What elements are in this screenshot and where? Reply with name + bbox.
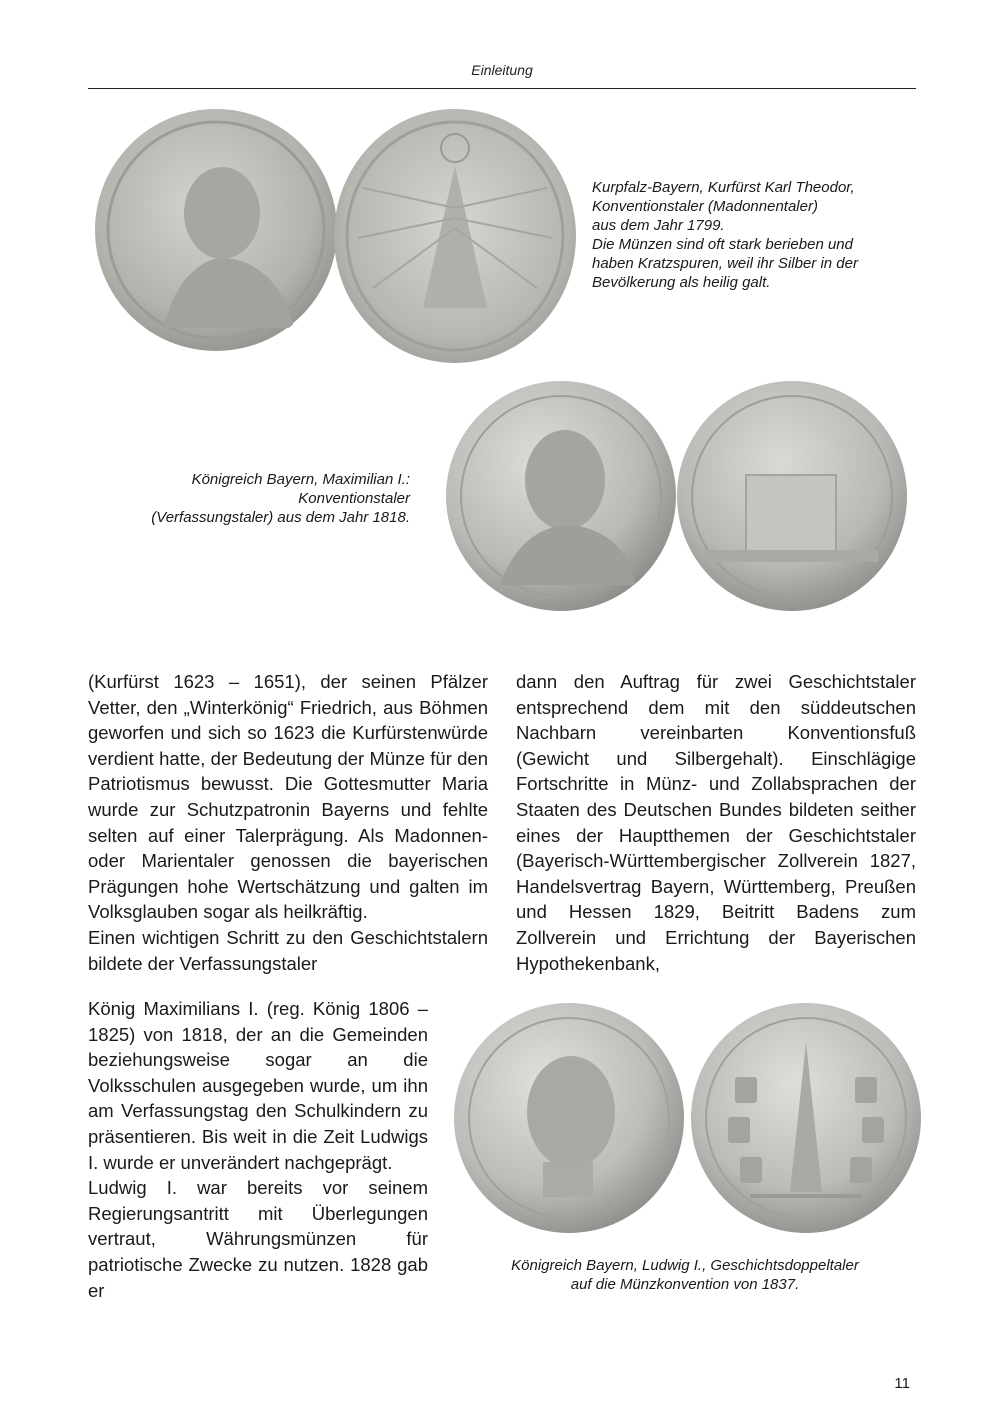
coin-1818-obverse-image: [445, 380, 677, 612]
left-column: [88, 669, 488, 976]
coin-1837-obverse-image: [453, 1002, 685, 1234]
caption-line: Konventionstaler: [298, 490, 410, 507]
caption-line: Königreich Bayern, Maximilian I.:: [191, 471, 410, 488]
caption-line: (Verfassungstaler) aus dem Jahr 1818.: [151, 509, 410, 526]
header-rule: [88, 88, 916, 89]
coin-1818-reverse-image: [676, 380, 908, 612]
caption-line: Königreich Bayern, Ludwig I., Geschichtsdoppeltaler: [511, 1257, 859, 1274]
left-paragraph-3: Ludwig I. war bereits vor seinem Regierungsantritt mit Überlegungen vertraut, Währungsmünzen für patriotische Zwecke zu nutzen. 1828 gab er: [88, 1177, 428, 1301]
caption-line: haben Kratzspuren, weil ihr Silber in der: [592, 255, 858, 272]
caption-line: aus dem Jahr 1799.: [592, 217, 725, 234]
left-column-narrow: [88, 996, 428, 1303]
running-header: Einleitung: [471, 62, 533, 78]
coin-1799-reverse-image: [333, 108, 577, 364]
coin-1837-reverse-image: [690, 1002, 922, 1234]
caption-line: Konventionstaler (Madonnentaler): [592, 198, 818, 215]
caption-line: Die Münzen sind oft stark berieben und: [592, 236, 853, 253]
figure-3-caption: [450, 1256, 920, 1294]
right-column: [516, 669, 916, 976]
figure-1-caption: [592, 178, 922, 292]
caption-line: Kurpfalz-Bayern, Kurfürst Karl Theodor,: [592, 179, 855, 196]
caption-line: auf die Münzkonvention von 1837.: [570, 1276, 800, 1293]
left-paragraph-2-narrow: König Maximilians I. (reg. König 1806 – 1825) von 1818, der an die Gemeinden beziehungsweise sogar an die Volksschulen ausgegeben wurde, um ihn am Verfassungstag den Schulkindern zu präsentieren. Bis weit in die Zeit Ludwigs I. wurde er unverändert nachgeprägt.: [88, 998, 428, 1173]
right-paragraph-1: dann den Auftrag für zwei Geschichtstaler entsprechend dem mit den süddeutschen Nachbarn vereinbarten Konventionsfuß (Gewicht und Silbergehalt). Einschlägige Fortschritte in Münz- und Zollabsprachen der Staaten des Deutschen Bundes bildeten seither eines der Hauptthemen der Geschichtstaler (Bayerisch-Württembergischer Zollverein 1827, Handelsvertrag Bayern, Württemberg, Preußen und Hessen 1829, Beitritt Badens zum Zollverein und Errichtung der Bayerischen Hypothekenbank,: [516, 671, 916, 974]
coin-1799-obverse-image: [94, 108, 338, 352]
left-paragraph-1: (Kurfürst 1623 – 1651), der seinen Pfälzer Vetter, den „Winterkönig“ Friedrich, aus Böhmen geworfen und sich so 1623 die Kurfürstenwürde verdient hatte, der Bedeutung der Münze für den Patriotismus bewusst. Die Gottesmutter Maria wurde zur Schutzpatronin Bayerns und fehlte selten auf einer Talerprägung. Als Madonnen- oder Marientaler genossen die bayerischen Prägungen hohe Wertschätzung und galten im Volksglauben sogar als heilkräftig.: [88, 671, 488, 923]
page-number: 11: [894, 1375, 910, 1392]
caption-line: Bevölkerung als heilig galt.: [592, 274, 771, 291]
left-paragraph-2-wide: Einen wichtigen Schritt zu den Geschichtstalern bildete der Verfassungstaler: [88, 926, 488, 974]
figure-2-caption: [100, 470, 410, 527]
